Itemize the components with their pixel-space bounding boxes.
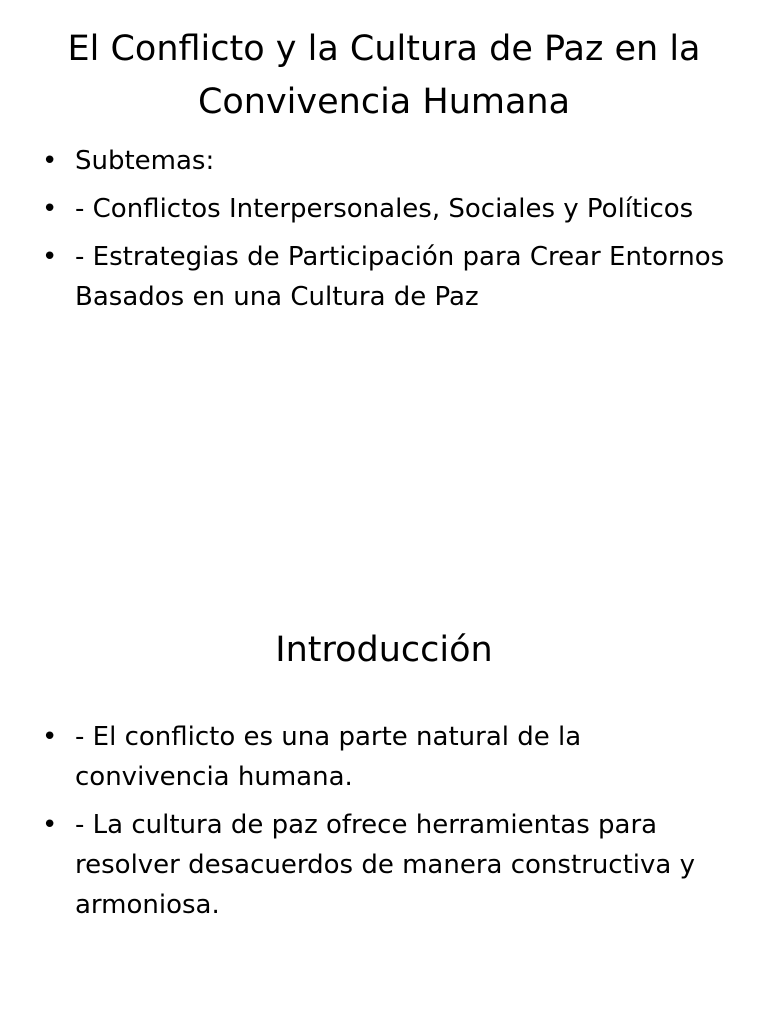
bullet-text: Subtemas: <box>75 146 215 176</box>
bullet-icon: • <box>42 722 58 752</box>
bullet-item <box>40 805 730 925</box>
bullet-list <box>40 717 730 933</box>
bullet-text: - El conflicto es una parte natural de la convivencia humana. <box>75 722 582 792</box>
slide-title: El Conflicto y la Cultura de Paz en la Convivencia Humana <box>67 29 701 122</box>
bullet-icon: • <box>42 194 58 224</box>
slide-2 <box>0 512 768 1024</box>
bullet-text: - Estrategias de Participación para Crear Entornos Basados en una Cultura de Paz <box>75 242 725 312</box>
bullet-icon: • <box>42 242 58 272</box>
bullet-icon: • <box>42 146 58 176</box>
slide-title: Introducción <box>275 630 493 670</box>
bullet-item <box>40 237 730 317</box>
bullet-text: - La cultura de paz ofrece herramientas para resolver desacuerdos de manera constructiva y armoniosa. <box>75 810 695 920</box>
bullet-item <box>40 141 730 181</box>
bullet-item <box>40 189 730 229</box>
bullet-item <box>40 717 730 797</box>
bullet-icon: • <box>42 810 58 840</box>
bullet-list <box>40 141 730 325</box>
bullet-text: - Conflictos Interpersonales, Sociales y Políticos <box>75 194 694 224</box>
